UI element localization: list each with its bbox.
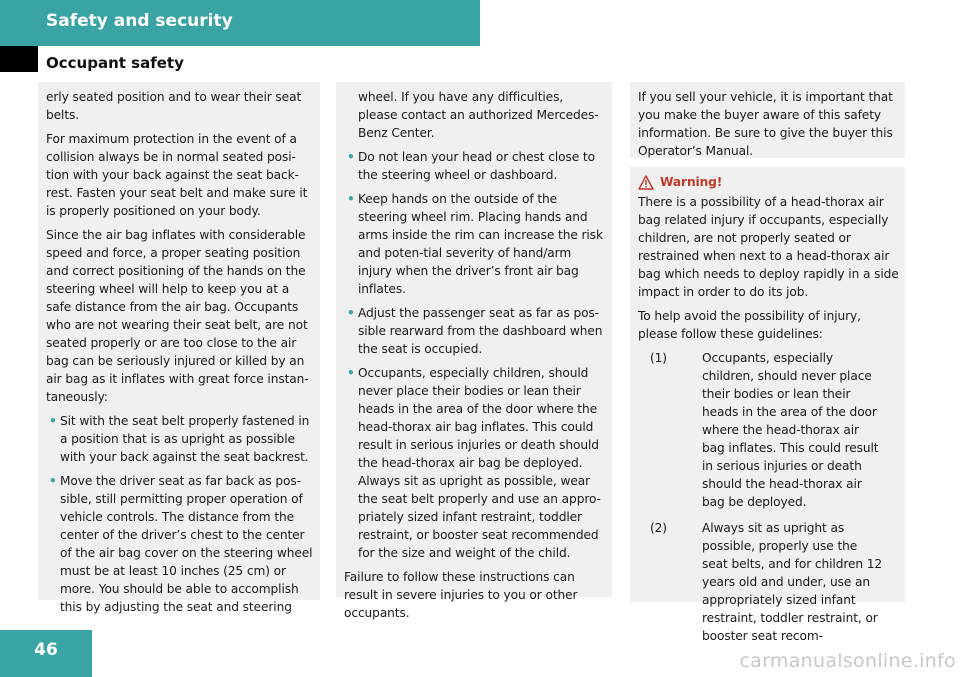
numbered-item [638,519,899,645]
bullet-text: Occupants, especially children, should never place their bodies or lean their heads in the area of the door where the head-thorax air bag inflates. This could result in serious injuries or death should the head-thorax air bag be deployed. Always sit as upright as possible, wear the seat belt properly and use an appro-priately sized infant restraint, toddler restraint, or booster seat recommended for the size and weight of the child. [358,366,601,560]
bullet-icon: • [347,150,355,164]
paragraph: To help avoid the possibility of injury, please follow these guidelines: [638,309,861,341]
paragraph: There is a possibility of a head-thorax air bag related injury if occupants, especially children, are not properly seated or restrained when next to a head-thorax air bag which needs to deploy rapidly in a side impact in order to do its job. [638,195,899,299]
bullet-text: Sit with the seat belt properly fastened in a position that is as upright as possible with your back against the seat backrest. [60,414,310,464]
bullet-icon: • [49,474,57,488]
warning-title: Warning! [660,175,723,189]
warning-header [638,173,899,191]
bullet-icon: • [347,192,355,206]
bullet-text: Adjust the passenger seat as far as pos-sible rearward from the dashboard when the seat is occupied. [358,306,603,356]
corner-mark [0,46,38,72]
bullet-continuation [344,88,606,142]
item-text: Occupants, especially children, should never place their bodies or lean their heads in the area of the door where the head-thorax air bag inflates. This could result in serious injuries or death should the head-thorax air bag be deployed. [702,351,879,509]
bullet-item [344,304,606,358]
bullet-text: Keep hands on the outside of the steering wheel rim. Placing hands and arms inside the rim can increase the risk and poten-tial severity of hand/arm injury when the driver’s front air bag inflates. [358,192,603,296]
text-column-3-note [630,82,905,158]
paragraph: For maximum protection in the event of a collision always be in normal seated posi-tion with your back against the seat back-rest. Fasten your seat belt and make sure it is properly positioned on your body. [46,132,308,218]
item-text: Always sit as upright as possible, properly use the seat belts, and for children 12 years old and under, use an appropriately sized infant restraint, toddler restraint, or booster seat recom- [702,521,883,643]
bullet-item [344,364,606,562]
bullet-icon: • [347,366,355,380]
paragraph: Failure to follow these instructions can result in severe injuries to you or other occupants. [344,570,578,620]
warning-triangle-icon [638,175,654,190]
watermark: carmanualsonline.info [739,650,956,672]
numbered-item [638,349,899,511]
bullet-text: wheel. If you have any difficulties, please contact an authorized Mercedes-Benz Center. [358,90,599,140]
paragraph: Since the air bag inflates with considerable speed and force, a proper seating position and correct positioning of the hands on the steering wheel will help to keep you at a safe distance from the air bag. Occupants who are not wearing their seat belt, are not seated properly or are too close to the air bag can be seriously injured or killed by an air bag as it inflates with great force instan-taneously: [46,228,309,404]
page-subtitle: Occupant safety [46,54,184,72]
bullet-item [46,412,314,466]
item-number: (1) [650,351,667,365]
text-column-1 [38,82,320,614]
page-number: 46 [34,640,58,660]
section-title: Safety and security [46,11,233,31]
paragraph: If you sell your vehicle, it is important that you make the buyer aware of this safety information. Be sure to give the buyer this Operator’s Manual. [638,90,893,158]
bullet-icon: • [347,306,355,320]
item-number: (2) [650,521,667,535]
bullet-item [344,190,606,298]
bullet-text: Do not lean your head or chest close to the steering wheel or dashboard. [358,150,595,182]
paragraph: erly seated position and to wear their seat belts. [46,90,302,122]
text-column-2 [336,82,612,620]
bullet-item [46,472,314,616]
warning-box [630,167,905,643]
bullet-item [344,148,606,184]
bullet-icon: • [49,414,57,428]
bullet-text: Move the driver seat as far back as pos-sible, still permitting proper operation of vehicle controls. The distance from the center of the driver’s chest to the center of the air bag cover on the steering wheel must be at least 10 inches (25 cm) or more. You should be able to accomplish this by adjusting the seat and steering [60,474,313,614]
